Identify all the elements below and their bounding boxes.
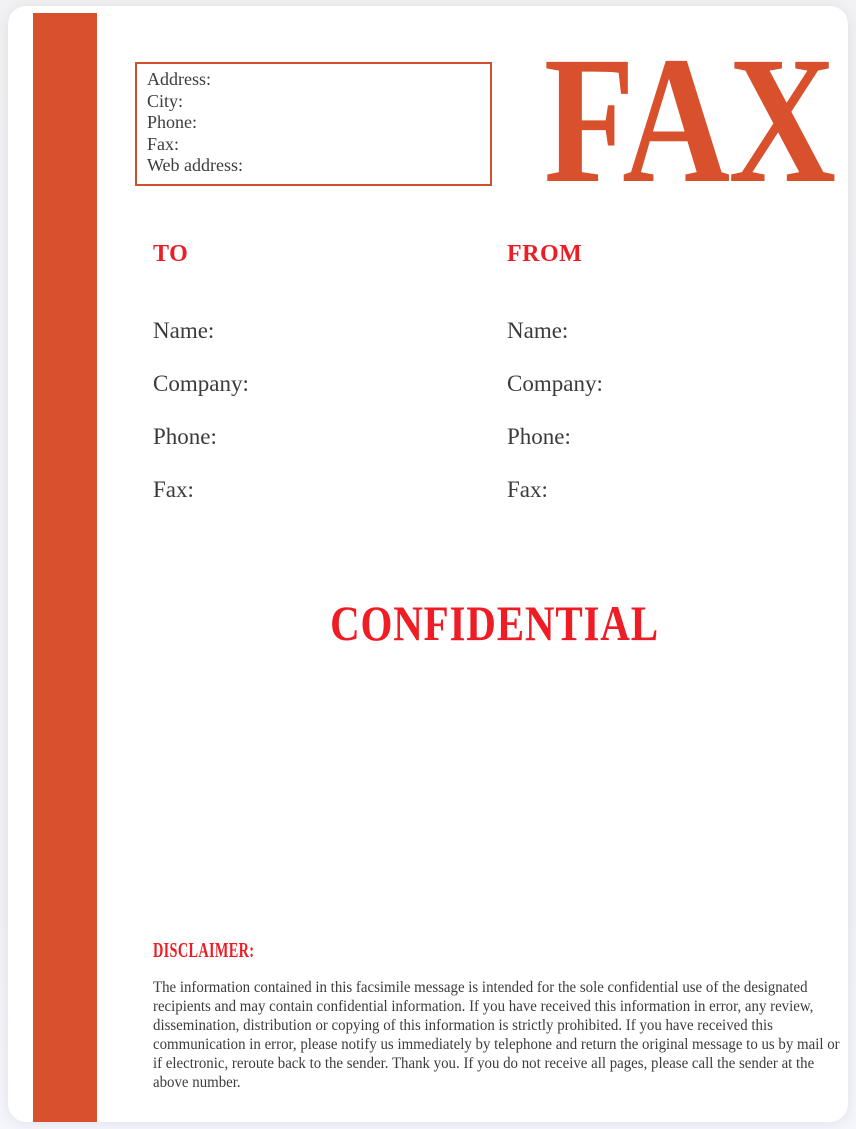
to-name-label[interactable]: Name: xyxy=(153,318,215,343)
sender-address-label: Address: xyxy=(147,69,211,89)
to-fields-column xyxy=(153,319,249,501)
fax-title: FAX xyxy=(544,20,835,221)
from-section-heading: FROM xyxy=(507,241,583,267)
left-accent-bar xyxy=(33,13,97,1122)
fax-cover-page xyxy=(8,6,848,1122)
disclaimer-text: The information contained in this facsimile message is intended for the sole confidential use of the designated recipients and may contain confidential information. If you have received this information in error, any review, dissemination, distribution or copying of this information is strictly prohibited. If you have received this communication in error, please notify us immediately by telephone and return the original message to us by mail or if electronic, reroute back to the sender. Thank you. If you do not receive all pages, please call the sender at the above number. xyxy=(153,979,840,1091)
sender-fax-label: Fax: xyxy=(147,133,180,154)
disclaimer-heading: DISCLAIMER: xyxy=(153,938,255,962)
sender-web-address-label: Web address: xyxy=(147,155,244,175)
sender-city-label: City: xyxy=(147,90,184,111)
from-phone-label[interactable]: Phone: xyxy=(507,424,571,449)
from-fields-column xyxy=(507,319,603,501)
to-section-heading: TO xyxy=(153,241,189,267)
to-company-label[interactable]: Company: xyxy=(153,371,249,396)
from-company-label[interactable]: Company: xyxy=(507,371,603,396)
to-phone-label[interactable]: Phone: xyxy=(153,424,217,449)
from-name-label[interactable]: Name: xyxy=(507,318,569,343)
sender-info-box[interactable] xyxy=(135,62,492,186)
confidential-label: CONFIDENTIAL xyxy=(330,595,659,651)
to-fax-label[interactable]: Fax: xyxy=(153,477,194,502)
sender-phone-label: Phone: xyxy=(147,112,198,132)
from-fax-label[interactable]: Fax: xyxy=(507,477,548,502)
